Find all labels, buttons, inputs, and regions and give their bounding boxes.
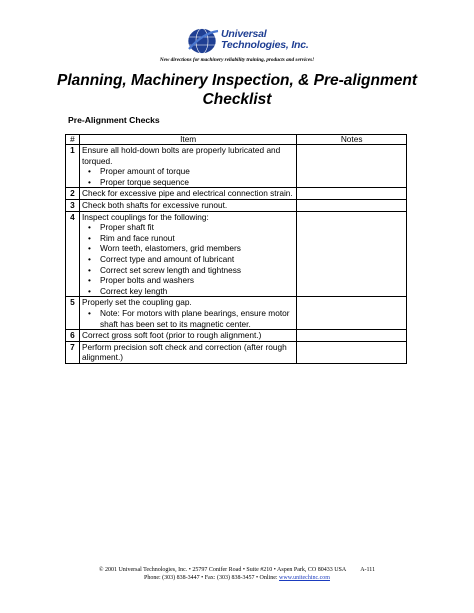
- notes-cell[interactable]: [297, 297, 407, 330]
- notes-cell[interactable]: [297, 145, 407, 188]
- sub-item: • Correct key length: [82, 286, 294, 297]
- document-title: [40, 71, 434, 109]
- footer-contact: Phone: (303) 838-3447 • Fax: (303) 838-3457 • Online:: [144, 575, 280, 581]
- page-code: A-111: [360, 567, 376, 573]
- checklist-table: [65, 134, 407, 364]
- table-row: [66, 297, 407, 330]
- item-text: Inspect couplings for the following:: [81, 211, 209, 222]
- item-text: Perform precision soft check and correction (after rough alignment.): [81, 341, 287, 363]
- notes-cell[interactable]: [297, 330, 407, 342]
- page-footer: [0, 566, 474, 582]
- table-row: [66, 341, 407, 363]
- title-line-2: Checklist: [202, 91, 272, 108]
- company-logo: [187, 27, 309, 55]
- website-link[interactable]: www.unitechinc.com: [279, 575, 330, 581]
- sub-item: • Note: For motors with plane bearings, ensure motor shaft has been set to its magnetic center.: [82, 308, 294, 329]
- notes-cell[interactable]: [297, 211, 407, 297]
- item-text: Check both shafts for excessive runout.: [81, 199, 228, 210]
- row-item: [79, 211, 296, 297]
- globe-logo-icon: [187, 27, 219, 55]
- item-text: Correct gross soft foot (prior to rough alignment.): [81, 330, 262, 341]
- logo-name-line1: Universal: [221, 28, 267, 40]
- row-number: 4: [66, 211, 80, 297]
- sub-item: • Rim and face runout: [82, 233, 294, 244]
- header-notes: Notes: [297, 135, 407, 145]
- table-row: [66, 199, 407, 211]
- table-row: [66, 188, 407, 200]
- sub-item-list: [82, 166, 294, 187]
- table-row: [66, 145, 407, 188]
- sub-item: • Correct set screw length and tightness: [82, 265, 294, 276]
- row-item: [79, 297, 296, 330]
- row-item: [79, 145, 296, 188]
- row-number: 2: [66, 188, 80, 200]
- item-text: Check for excessive pipe and electrical connection strain.: [81, 188, 293, 199]
- notes-cell[interactable]: [297, 188, 407, 200]
- footer-address: © 2001 Universal Technologies, Inc. • 25797 Conifer Road • Suite #210 • Aspen Park, CO 80433 USA: [98, 567, 347, 573]
- sub-item: • Proper torque sequence: [82, 177, 294, 188]
- title-line-1: Planning, Machinery Inspection, & Pre-alignment: [56, 72, 417, 89]
- header-item: Item: [79, 135, 296, 145]
- logo-name-line2: Technologies, Inc.: [221, 39, 309, 51]
- row-number: 5: [66, 297, 80, 330]
- sub-item: • Worn teeth, elastomers, grid members: [82, 243, 294, 254]
- row-number: 6: [66, 330, 80, 342]
- row-number: 3: [66, 199, 80, 211]
- table-row: [66, 211, 407, 297]
- sub-item: • Proper bolts and washers: [82, 275, 294, 286]
- section-heading: Pre-Alignment Checks: [68, 115, 160, 125]
- notes-cell[interactable]: [297, 199, 407, 211]
- item-text: Ensure all hold-down bolts are properly lubricated and torqued.: [81, 145, 281, 166]
- notes-cell[interactable]: [297, 341, 407, 363]
- table-body: [66, 145, 407, 364]
- row-item: [79, 341, 296, 363]
- sub-item: • Correct type and amount of lubricant: [82, 254, 294, 265]
- row-number: 1: [66, 145, 80, 188]
- table-header-row: [66, 135, 407, 145]
- company-tagline: New directions for machinery reliability training, products and services!: [159, 57, 315, 63]
- sub-item: • Proper amount of torque: [82, 166, 294, 177]
- sub-item-list: [82, 308, 294, 329]
- header-number: #: [66, 135, 80, 145]
- row-item: [79, 188, 296, 200]
- row-number: 7: [66, 341, 80, 363]
- sub-item: • Proper shaft fit: [82, 222, 294, 233]
- table-row: [66, 330, 407, 342]
- row-item: [79, 199, 296, 211]
- sub-item-list: [82, 222, 294, 296]
- row-item: [79, 330, 296, 342]
- item-text: Properly set the coupling gap.: [81, 297, 192, 308]
